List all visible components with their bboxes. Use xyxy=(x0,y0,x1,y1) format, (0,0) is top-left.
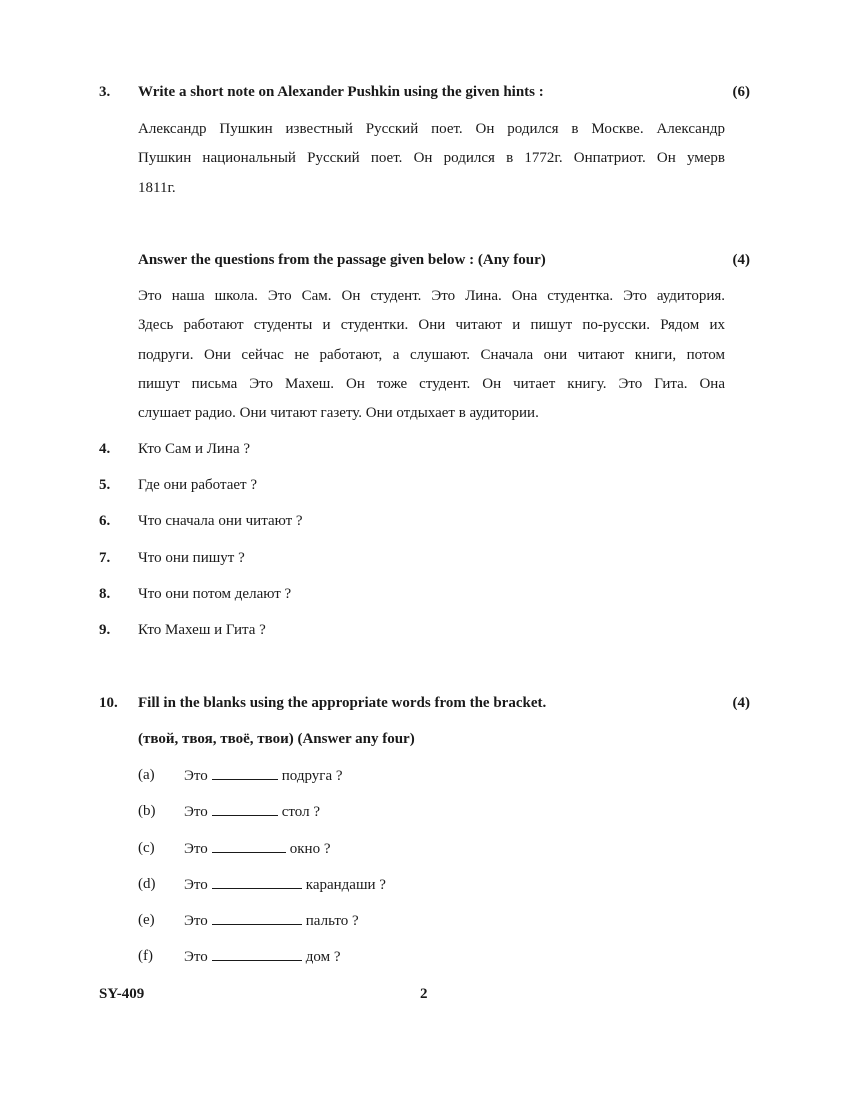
option-after: пальто ? xyxy=(305,913,359,929)
question-number: 9. xyxy=(99,622,111,638)
option-before: Это xyxy=(184,768,208,784)
paper-code: SY-409 xyxy=(99,986,145,1002)
option-after: дом ? xyxy=(305,949,341,965)
question-text: Что сначала они читают ? xyxy=(138,513,303,529)
option-text xyxy=(184,840,331,858)
option-label: (a) xyxy=(138,767,155,783)
option-label: (e) xyxy=(138,912,155,928)
passage-line: Здесь работают студенты и студентки. Они читают и пишут по-русски. Рядом их xyxy=(138,317,725,334)
page-number: 2 xyxy=(420,986,428,1002)
question-number: 3. xyxy=(99,84,111,100)
passage-prompt: Answer the questions from the passage given below : (Any four) xyxy=(138,252,546,268)
option-label: (b) xyxy=(138,803,156,819)
option-before: Это xyxy=(184,841,208,857)
passage-line: пишут письма Это Махеш. Он тоже студент. Он читает книгу. Это Гита. Она xyxy=(138,375,725,392)
question-text: Где они работает ? xyxy=(138,477,257,493)
option-before: Это xyxy=(184,913,208,929)
option-after: окно ? xyxy=(289,841,331,857)
question-marks: (4) xyxy=(732,695,750,711)
passage-line: Это наша школа. Это Сам. Он студент. Это Лина. Она студентка. Это аудитория. xyxy=(138,288,725,304)
option-label: (d) xyxy=(138,876,156,892)
hint-line: Александр Пушкин известный Русский поет. Он родился в Москве. Александр xyxy=(138,121,725,137)
question-text: Что они потом делают ? xyxy=(138,586,292,602)
reading-passage xyxy=(138,282,725,428)
option-text xyxy=(184,912,359,930)
blank-line[interactable] xyxy=(212,948,302,961)
question-number: 6. xyxy=(99,513,111,529)
question-marks: (6) xyxy=(732,84,750,100)
blank-line[interactable] xyxy=(212,912,302,925)
option-before: Это xyxy=(184,804,208,820)
option-text xyxy=(184,948,341,966)
option-label: (c) xyxy=(138,840,155,856)
question-text: Что они пишут ? xyxy=(138,550,245,566)
option-before: Это xyxy=(184,877,208,893)
question-text: Кто Махеш и Гита ? xyxy=(138,622,266,638)
blank-line[interactable] xyxy=(212,876,302,889)
hint-line: 1811г. xyxy=(138,179,176,196)
option-after: подруга ? xyxy=(281,768,343,784)
option-text xyxy=(184,767,343,785)
question-number: 8. xyxy=(99,586,111,602)
option-text xyxy=(184,803,320,821)
pushkin-hints xyxy=(138,115,725,203)
hint-line: Пушкин национальный Русский поет. Он родился в 1772г. Онпатриот. Он умерв xyxy=(138,150,725,167)
passage-line: подруги. Они сейчас не работают, а слушают. Сначала они читают книги, потом xyxy=(138,346,725,363)
question-number: 4. xyxy=(99,441,111,457)
question-number: 10. xyxy=(99,695,118,711)
option-after: карандаши ? xyxy=(305,877,386,893)
question-text: Кто Сам и Лина ? xyxy=(138,441,251,457)
passage-line: слушает радио. Они читают газету. Они отдыхает в аудитории. xyxy=(138,405,539,422)
word-bracket: (твой, твоя, твоё, твои) (Answer any four) xyxy=(138,731,415,747)
question-number: 7. xyxy=(99,550,111,566)
option-label: (f) xyxy=(138,948,153,964)
option-text xyxy=(184,876,386,894)
question-number: 5. xyxy=(99,477,111,493)
option-after: стол ? xyxy=(281,804,320,820)
blank-line[interactable] xyxy=(212,840,286,853)
blank-line[interactable] xyxy=(212,803,278,816)
passage-marks: (4) xyxy=(732,252,750,268)
question-prompt: Fill in the blanks using the appropriate words from the bracket. xyxy=(138,695,547,711)
blank-line[interactable] xyxy=(212,767,278,780)
option-before: Это xyxy=(184,949,208,965)
question-prompt: Write a short note on Alexander Pushkin using the given hints : xyxy=(138,84,544,100)
